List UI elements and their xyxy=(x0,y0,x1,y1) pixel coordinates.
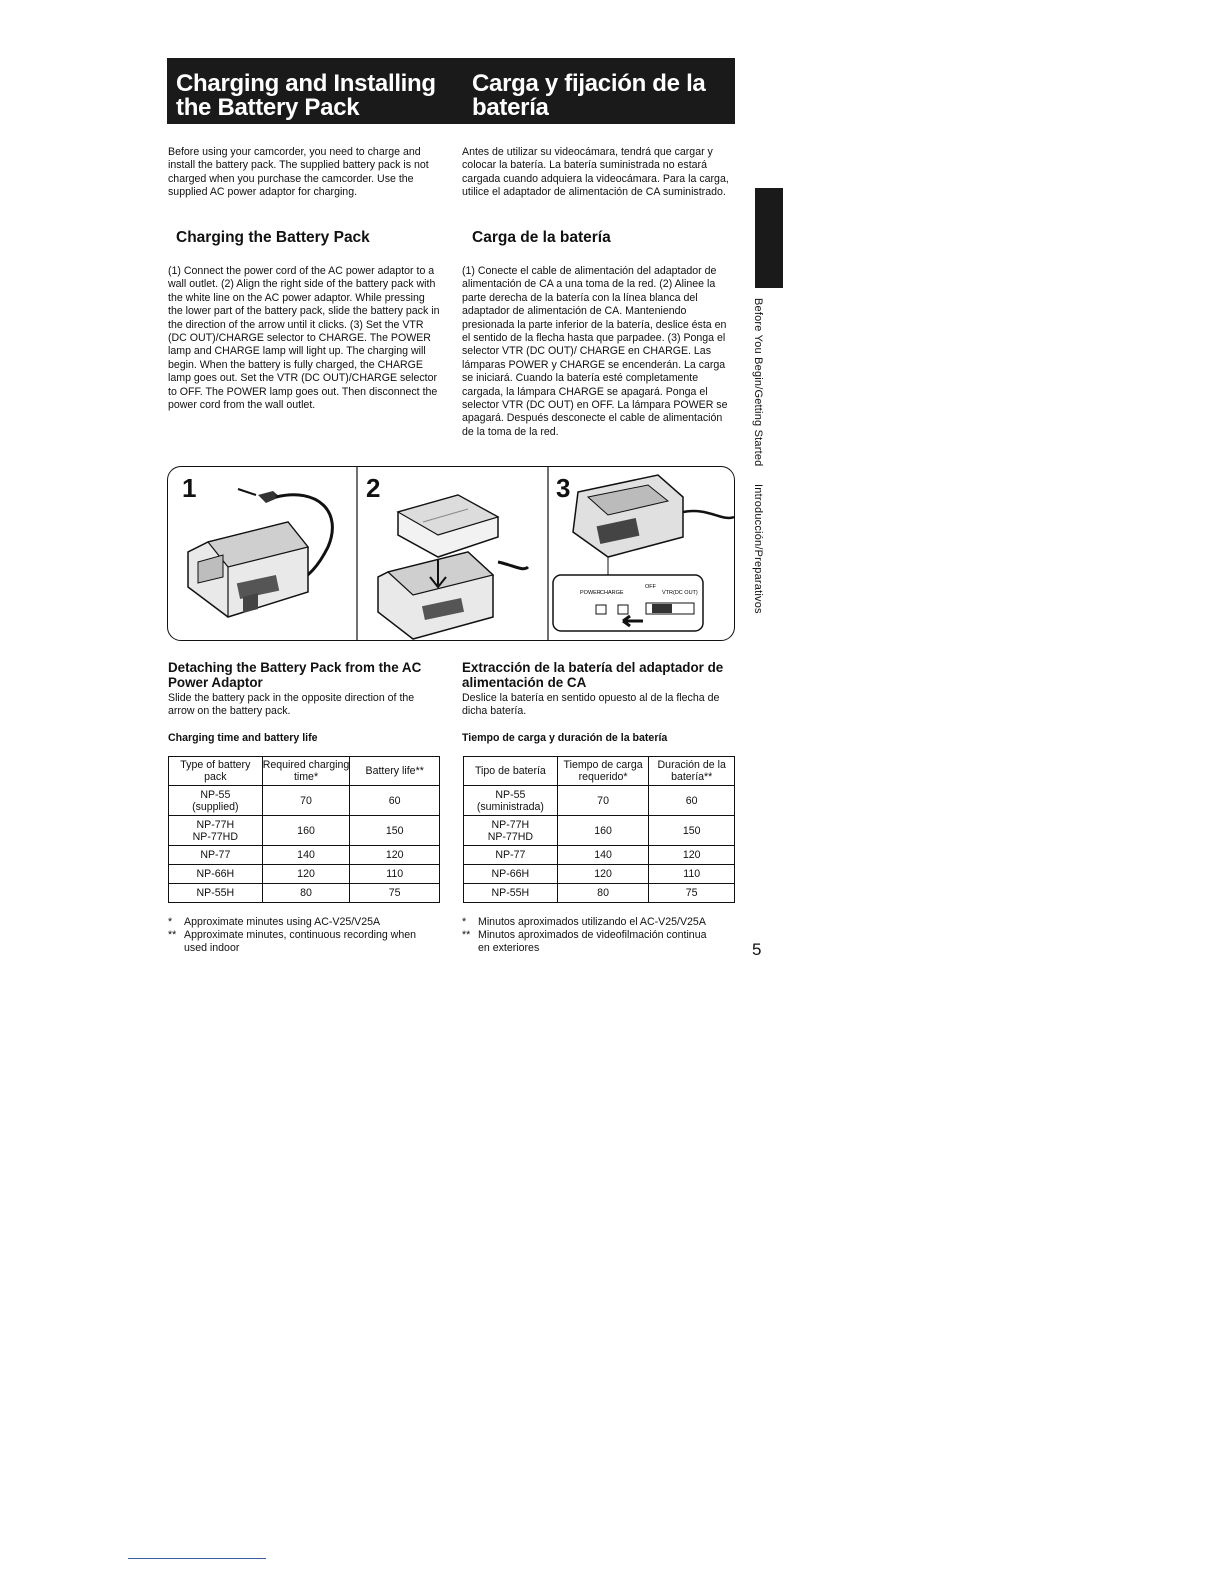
table-cell: 160 xyxy=(557,816,649,846)
table-header-row xyxy=(464,757,735,786)
charging-text-en: (1) Connect the power cord of the AC power adaptor to a wall outlet. (2) Align the right side of the battery pack with the white line on the AC power adaptor. While pressing the lower part of the battery pack, slide the battery pack in the direction of the arrow until it clicks. (3) Set the VTR (DC OUT)/CHARGE selector to CHARGE. The POWER lamp and CHARGE lamp will light up. The charging will begin. When the battery is fully charged, the CHARGE lamp goes out. Set the VTR (DC OUT)/CHARGE selector to OFF. The POWER lamp goes out. Then disconnect the power cord from the wall outlet. xyxy=(168,265,440,412)
page-title-en xyxy=(176,72,436,120)
table-row xyxy=(464,865,735,884)
battery-table-es xyxy=(463,756,735,903)
table-cell: NP-55 (suministrada) xyxy=(464,786,558,816)
charging-heading-es: Carga de la batería xyxy=(472,229,611,246)
step-number-1: 1 xyxy=(182,473,197,503)
footnote-text: Minutos aproximados utilizando el AC-V25/V25A xyxy=(478,916,706,928)
table-cell: 60 xyxy=(350,786,440,816)
title-es-line1: Carga y fijación de la xyxy=(472,70,706,97)
table-cell: 140 xyxy=(262,846,350,865)
table-row xyxy=(464,816,735,846)
switch-label-off: OFF xyxy=(645,584,656,590)
footnote-text: used indoor xyxy=(184,942,240,954)
section-tab xyxy=(755,188,783,288)
title-en-line2: the Battery Pack xyxy=(176,94,360,121)
detach-text-en: Slide the battery pack in the opposite direction of the arrow on the battery pack. xyxy=(168,692,415,718)
illustration-drawing xyxy=(168,467,734,640)
page-title-es xyxy=(472,72,705,120)
table-cell: 75 xyxy=(649,884,735,903)
page-number: 5 xyxy=(752,940,762,959)
table-row xyxy=(169,846,440,865)
table-cell: 110 xyxy=(350,865,440,884)
footnotes-es xyxy=(462,916,742,955)
table-row xyxy=(169,884,440,903)
side-label-en: Before You Begin/Getting Started xyxy=(752,298,764,467)
adaptor-with-cord-drawing xyxy=(188,489,332,617)
footnote-text: Approximate minutes using AC-V25/V25A xyxy=(184,916,381,928)
footnote-marker: ** xyxy=(462,929,471,941)
table-row xyxy=(464,884,735,903)
table-cell: 150 xyxy=(649,816,735,846)
step-number-3: 3 xyxy=(556,473,571,503)
footnote-text: Approximate minutes, continuous recording when xyxy=(184,929,417,941)
footnotes-en xyxy=(168,916,448,955)
table-header: Required charging time* xyxy=(262,757,350,786)
switch-label-power: POWER xyxy=(580,590,601,596)
table-cell: NP-77H NP-77HD xyxy=(169,816,263,846)
footnote-marker: * xyxy=(462,916,467,928)
switch-label-vtr: VTR(DC OUT) xyxy=(662,590,698,596)
table-row xyxy=(464,846,735,865)
table-header: Duración de la batería** xyxy=(649,757,735,786)
table-cell: 60 xyxy=(649,786,735,816)
table-cell: 70 xyxy=(262,786,350,816)
table-cell: NP-77 xyxy=(169,846,263,865)
table-cell: NP-55H xyxy=(169,884,263,903)
charging-selector-drawing xyxy=(553,475,734,631)
title-es-line2: batería xyxy=(472,94,549,121)
table-cell: 70 xyxy=(557,786,649,816)
table-caption-en: Charging time and battery life xyxy=(168,732,318,744)
table-header: Tiempo de carga requerido* xyxy=(557,757,649,786)
table-cell: NP-55 (supplied) xyxy=(169,786,263,816)
table-row xyxy=(169,865,440,884)
table-cell: NP-55H xyxy=(464,884,558,903)
charging-text-es: (1) Conecte el cable de alimentación del adaptador de alimentación de CA a una toma de la red. (2) Alinee la parte derecha de la batería con la línea blanca del adaptador de alimentación de CA. Manteniendo presionada la parte inferior de la batería, deslice ésta en el sentido de la flecha hasta que parpadee. (3) Ponga el selector VTR (DC OUT)/ CHARGE en CHARGE. Las lámparas POWER y CHARGE se encenderán. La carga se iniciará. Cuando la batería esté completamente cargada, la lámpara CHARGE se apagará. Ponga el selector VTR (DC OUT) en OFF. La lámpara POWER se apagará. Después desconecte el cable de alimentación de la toma de la red. xyxy=(462,265,728,438)
table-cell: NP-66H xyxy=(169,865,263,884)
table-header: Battery life** xyxy=(350,757,440,786)
table-header: Tipo de batería xyxy=(464,757,558,786)
footnote-marker: ** xyxy=(168,929,177,941)
table-cell: 110 xyxy=(649,865,735,884)
battery-table-en xyxy=(168,756,440,903)
charging-illustration xyxy=(167,466,735,641)
table-cell: 140 xyxy=(557,846,649,865)
detach-heading-es: Extracción de la batería del adaptador de alimentación de CA xyxy=(462,660,724,690)
table-row xyxy=(169,816,440,846)
table-cell: 80 xyxy=(262,884,350,903)
charging-heading-en: Charging the Battery Pack xyxy=(176,229,370,246)
footnote-text: en exteriores xyxy=(478,942,540,954)
table-row xyxy=(464,786,735,816)
table-cell: 75 xyxy=(350,884,440,903)
intro-es: Antes de utilizar su videocámara, tendrá que cargar y colocar la batería. La batería suministrada no estará cargada cuando adquiera la videocámara. Para la carga, utilice el adaptador de alimentación de CA suministrado. xyxy=(462,146,729,199)
table-cell: 160 xyxy=(262,816,350,846)
table-cell: 80 xyxy=(557,884,649,903)
table-caption-es: Tiempo de carga y duración de la batería xyxy=(462,732,668,744)
table-header-row xyxy=(169,757,440,786)
switch-label-charge: CHARGE xyxy=(600,590,624,596)
detach-text-es: Deslice la batería en sentido opuesto al de la flecha de dicha batería. xyxy=(462,692,720,718)
table-row xyxy=(169,786,440,816)
intro-en: Before using your camcorder, you need to charge and install the battery pack. The supplied battery pack is not charged when you purchase the camcorder. Use the supplied AC power adaptor for charging. xyxy=(168,146,429,199)
scan-artifact-line xyxy=(128,1558,266,1559)
detach-heading-en: Detaching the Battery Pack from the AC Power Adaptor xyxy=(168,660,422,690)
title-en-line1: Charging and Installing xyxy=(176,70,436,97)
table-cell: 120 xyxy=(557,865,649,884)
table-cell: NP-77H NP-77HD xyxy=(464,816,558,846)
table-cell: 120 xyxy=(350,846,440,865)
table-cell: NP-66H xyxy=(464,865,558,884)
footnote-text: Minutos aproximados de videofilmación continua xyxy=(478,929,707,941)
table-cell: NP-77 xyxy=(464,846,558,865)
battery-onto-adaptor-drawing xyxy=(378,495,528,639)
table-cell: 150 xyxy=(350,816,440,846)
table-cell: 120 xyxy=(262,865,350,884)
side-label-es: Introducción/Preparativos xyxy=(752,484,764,614)
table-header: Type of battery pack xyxy=(169,757,263,786)
table-cell: 120 xyxy=(649,846,735,865)
step-number-2: 2 xyxy=(366,473,381,503)
footnote-marker: * xyxy=(168,916,173,928)
